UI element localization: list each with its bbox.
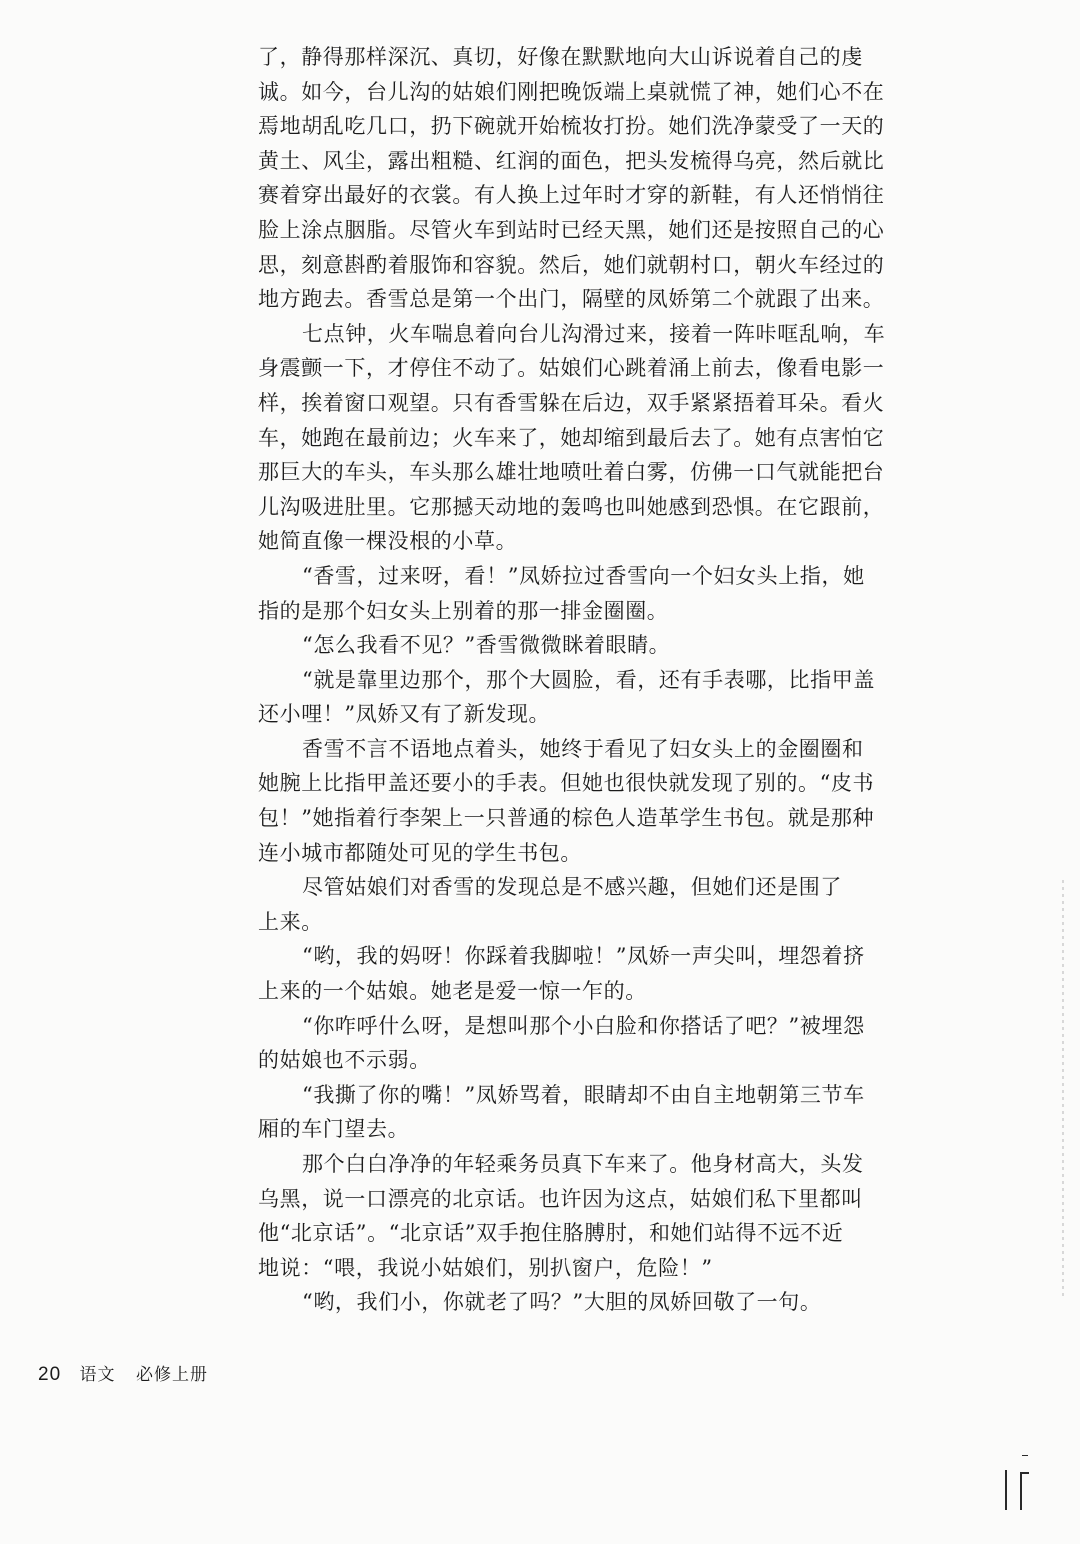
page-footer (38, 1360, 208, 1386)
text-line: “怎么我看不见？”香雪微微眯着眼睛。 (302, 633, 671, 658)
text-line: 上来。 (258, 909, 323, 934)
text-line: 车，她跑在最前边；火车来了，她却缩到最后去了。她有点害怕它 (258, 425, 885, 450)
text-line: 还小哩！”凤娇又有了新发现。 (258, 702, 551, 727)
text-line: “哟，我们小，你就老了吗？”大胆的凤娇回敬了一句。 (302, 1290, 822, 1315)
text-line: 上来的一个姑娘。她老是爱一惊一乍的。 (258, 979, 647, 1004)
text-line: 她简直像一棵没根的小草。 (258, 529, 518, 554)
scan-mark-dash (1022, 1455, 1028, 1456)
text-line: 脸上涂点胭脂。尽管火车到站时已经天黑，她们还是按照自己的心 (258, 217, 885, 242)
book-volume: 必修上册 (135, 1365, 208, 1385)
text-line: 了，静得那样深沉、真切，好像在默默地向大山诉说着自己的虔 (258, 45, 863, 69)
text-line: 厢的车门望去。 (258, 1117, 410, 1142)
text-line: “就是靠里边那个，那个大圆脸，看，还有手表哪，比指甲盖 (302, 667, 875, 692)
scan-mark-right (1020, 1472, 1022, 1510)
text-line: 那巨大的车头，车头那么雄壮地喷吐着白雾，仿佛一口气就能把台 (258, 460, 885, 485)
page-number: 20 (38, 1364, 62, 1385)
text-line: 的姑娘也不示弱。 (258, 1048, 431, 1073)
text-line: 地方跑去。香雪总是第一个出门，隔壁的凤娇第二个就跟了出来。 (258, 287, 885, 312)
text-line: 他“北京话”。“北京话”双手抱住胳膊肘，和她们站得不远不近 (258, 1221, 844, 1246)
text-line: 赛着穿出最好的衣裳。有人换上过年时才穿的新鞋，有人还悄悄往 (258, 183, 885, 208)
text-line: 尽管姑娘们对香雪的发现总是不感兴趣，但她们还是围了 (302, 875, 842, 900)
text-line: 她腕上比指甲盖还要小的手表。但她也很快就发现了别的。“皮书 (258, 771, 875, 796)
text-line: 焉地胡乱吃几口，扔下碗就开始梳妆打扮。她们洗净蒙受了一天的 (258, 114, 885, 139)
scan-mark-hook (1020, 1472, 1029, 1474)
text-line: 样，挨着窗口观望。只有香雪躲在后边，双手紧紧捂着耳朵。看火 (258, 390, 885, 415)
text-line: 香雪不言不语地点着头，她终于看见了妇女头上的金圈圈和 (302, 736, 864, 761)
text-line: “你咋呼什么呀，是想叫那个小白脸和你搭话了吧？”被埋怨 (302, 1013, 865, 1038)
text-line: 诚。如今，台儿沟的姑娘们刚把晚饭端上桌就慌了神，她们心不在 (258, 79, 885, 104)
text-line: 指的是那个妇女头上别着的那一排金圈圈。 (258, 598, 669, 623)
text-line: 黄土、风尘，露出粗糙、红润的面色，把头发梳得乌亮，然后就比 (258, 148, 885, 173)
book-title: 语文 (79, 1365, 116, 1385)
text-line: 身震颤一下，才停住不动了。姑娘们心跳着涌上前去，像看电影一 (258, 356, 885, 381)
text-line: 儿沟吸进肚里。它那撼天动地的轰鸣也叫她感到恐惧。在它跟前， (258, 494, 885, 519)
body-text (258, 40, 898, 1320)
scan-edge-shadow (1062, 880, 1064, 1300)
text-line: “哟，我的妈呀！你踩着我脚啦！”凤娇一声尖叫，埋怨着挤 (302, 944, 865, 969)
text-line: 连小城市都随处可见的学生书包。 (258, 840, 582, 865)
text-line: 七点钟，火车喘息着向台儿沟滑过来，接着一阵咔哐乱响，车 (302, 321, 886, 346)
text-line: 那个白白净净的年轻乘务员真下车来了。他身材高大，头发 (302, 1152, 864, 1176)
text-line: 包！”她指着行李架上一只普通的棕色人造革学生书包。就是那种 (258, 806, 875, 831)
text-line: “香雪，过来呀，看！”凤娇拉过香雪向一个妇女头上指，她 (302, 563, 865, 588)
text-line: 地说：“喂，我说小姑娘们，别扒窗户，危险！” (258, 1255, 713, 1280)
text-line: 乌黑，说一口漂亮的北京话。也许因为这点，姑娘们私下里都叫 (258, 1186, 863, 1211)
text-line: “我撕了你的嘴！”凤娇骂着，眼睛却不由自主地朝第三节车 (302, 1082, 865, 1107)
text-line: 思，刻意斟酌着服饰和容貌。然后，她们就朝村口，朝火车经过的 (258, 252, 885, 277)
scan-mark-left (1005, 1470, 1007, 1510)
